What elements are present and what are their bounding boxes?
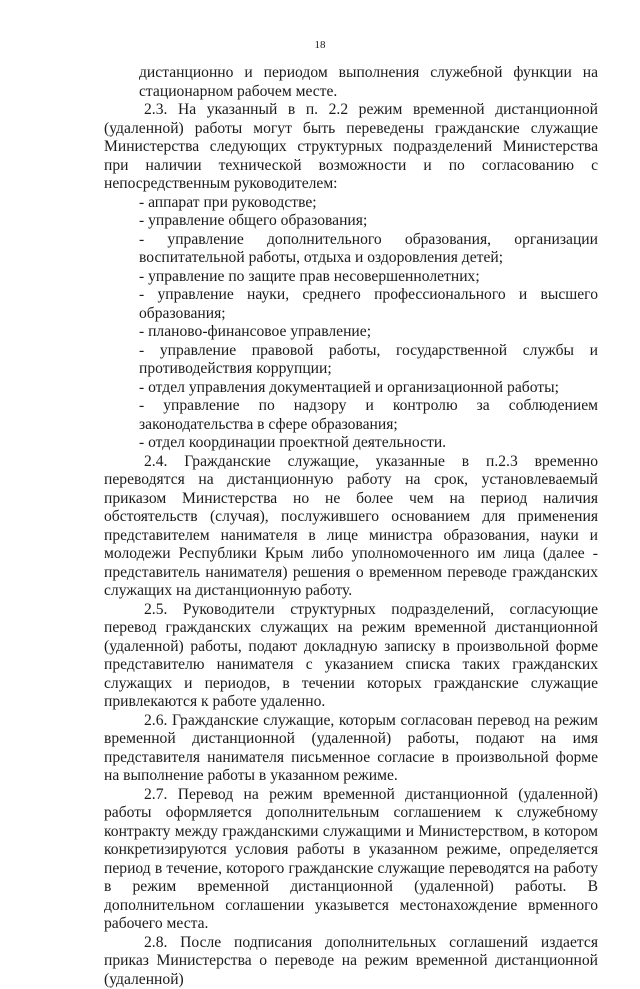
list-item: - управление общего образования;: [139, 212, 598, 231]
list-item: - управление по защите прав несовершеннолетних;: [139, 268, 598, 287]
paragraph-2-4: 2.4. Гражданские служащие, указанные в п.2.3 временно переводятся на дистанционную работу на срок, установлеваемый приказом Министерства но не более чем на период наличия обстоятельств (случая), послужившего основанием для применения представителем нанимателя в лице министра образования, науки и молодежи Республики Крым либо уполномоченного им лица (далее - представитель нанимателя) решения о временном переводе гражданских служащих на дистанционную работу.: [104, 453, 598, 601]
page-number: 18: [0, 39, 640, 51]
list-item: - управление по надзору и контролю за соблюдением законодательства в сфере образования;: [139, 397, 598, 434]
list-item: - управление правовой работы, государственной службы и противодействия коррупции;: [139, 342, 598, 379]
paragraph-2-6: 2.6. Гражданские служащие, которым согласован перевод на режим временной дистанционной (удаленной) работы, подают на имя представителя нанимателя письменное согласие в произвольной форме на выполнение работы в указанном режиме.: [104, 712, 598, 786]
paragraph-2-7: 2.7. Перевод на режим временной дистанционной (удаленной) работы оформляется дополнительным соглашением к служебному контракту между гражданскими служащими и Министерством, в котором конкретизируются условия работы в указанном режиме, определяется период в течение, которого гражданские служащие переводятся на работу в режим временной дистанционной (удаленной) работы. В дополнительном соглашении указывется местонахождение врменного рабочего места.: [104, 786, 598, 934]
paragraph-continuation: дистанционно и периодом выполнения служебной функции на стационарном рабочем месте.: [104, 64, 598, 101]
list-item: - управление дополнительного образования, организации воспитательной работы, отдыха и оздоровления детей;: [139, 231, 598, 268]
list-item: - аппарат при руководстве;: [139, 194, 598, 213]
list-item: - управление науки, среднего профессионального и высшего образования;: [139, 286, 598, 323]
department-list: [104, 194, 598, 453]
list-item: - отдел координации проектной деятельности.: [139, 434, 598, 453]
list-item: - отдел управления документацией и организационной работы;: [139, 379, 598, 398]
document-body: [104, 64, 598, 989]
paragraph-2-8: 2.8. После подписания дополнительных соглашений издается приказ Министерства о переводе на режим временной дистанционной (удаленной): [104, 934, 598, 989]
paragraph-2-5: 2.5. Руководители структурных подразделений, согласующие перевод гражданских служащих на режим временной дистанционной (удаленной) работы, подают докладную записку в произвольной форме представителю нанимателя с указанием списка таких гражданских служащих и периодов, в течении которых гражданские служащие привлекаются к работе удаленно.: [104, 601, 598, 712]
list-item: - планово-финансовое управление;: [139, 323, 598, 342]
paragraph-2-3: 2.3. На указанный в п. 2.2 режим временной дистанционной (удаленной) работы могут быть переведены гражданские служащие Министерства следующих структурных подразделений Министерства при наличии технической возможности и по согласованию с непосредственным руководителем:: [104, 101, 598, 194]
